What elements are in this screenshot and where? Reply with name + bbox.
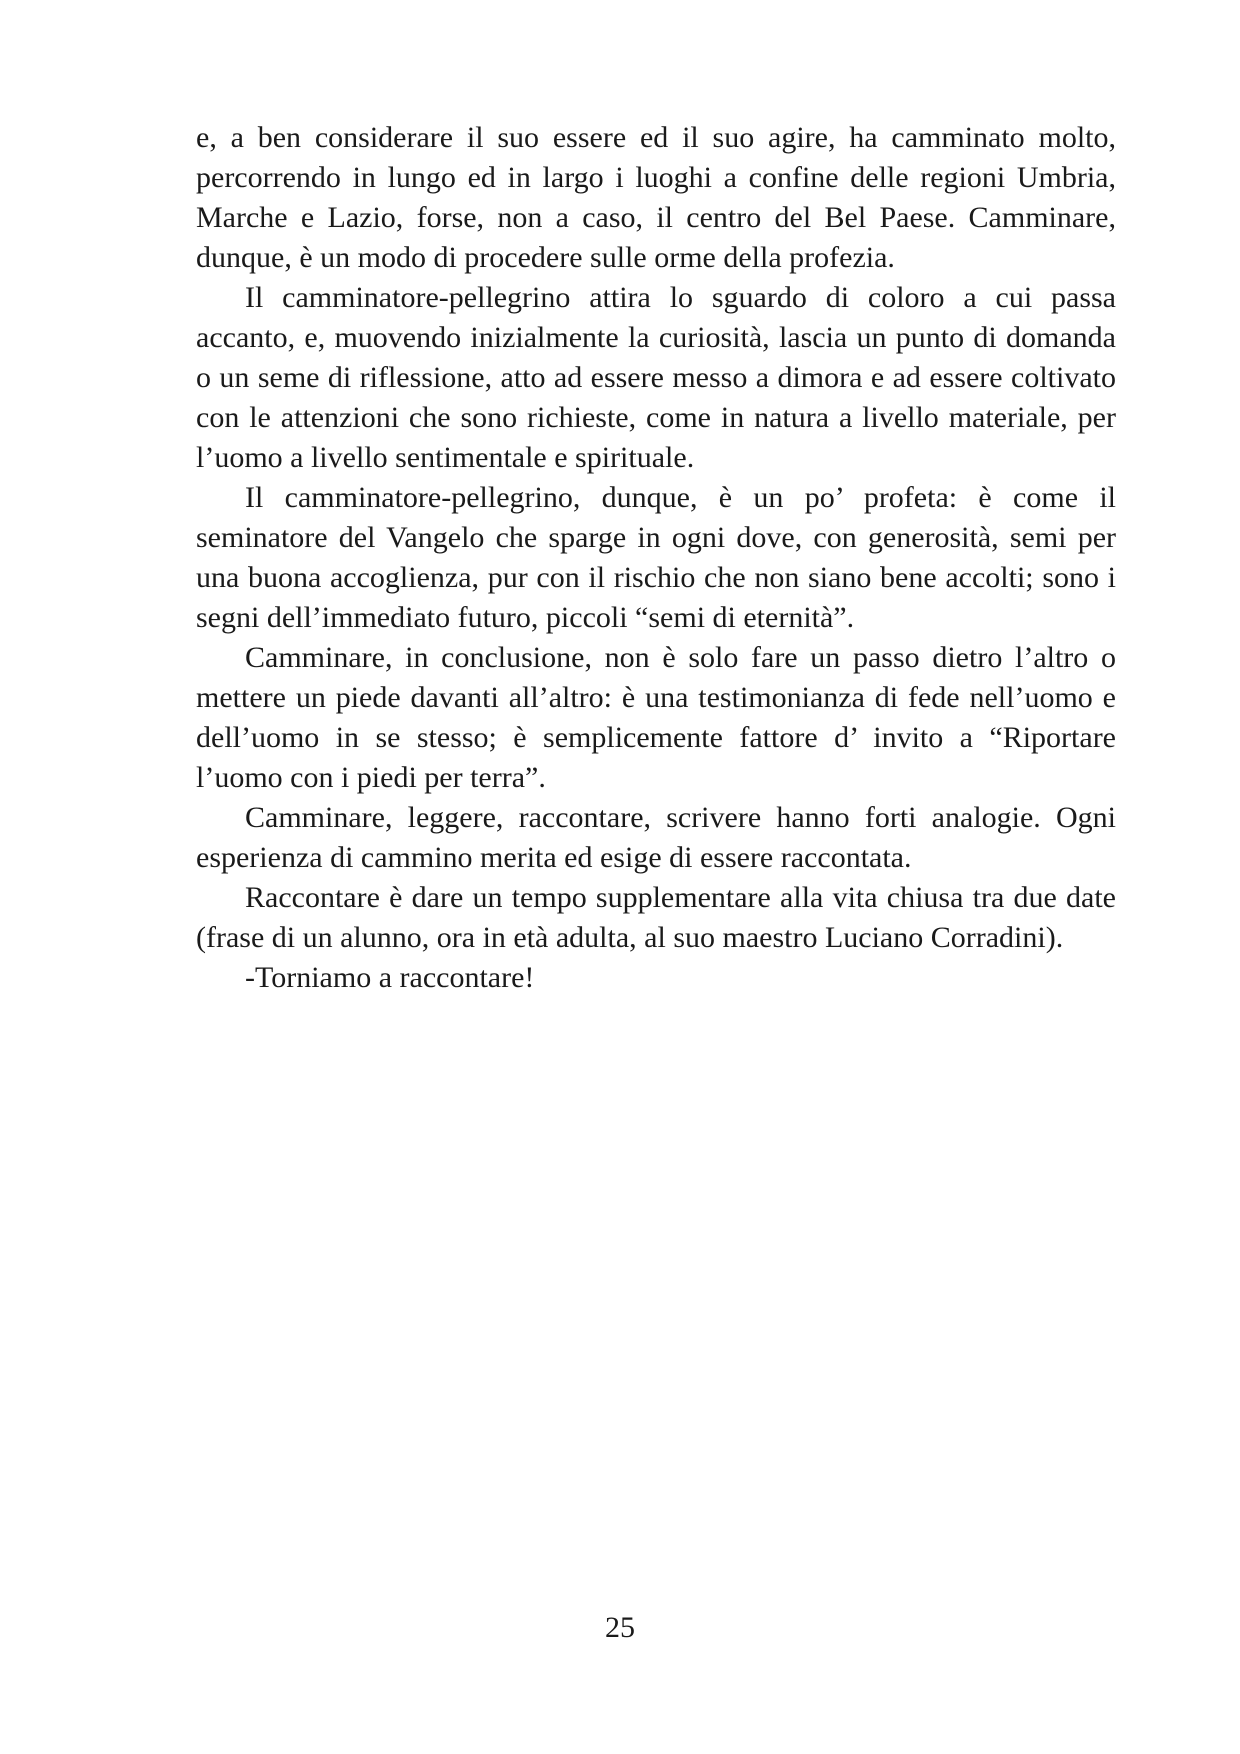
paragraph-4: Camminare, in conclusione, non è solo fare un passo dietro l’altro o mettere un piede davanti all’altro: è una testimonianza di fede nell’uomo e dell’uomo in se stesso; è semplicemente fattore d’ invito a “Riportare l’uomo con i piedi per terra”. — [196, 641, 1116, 794]
body-text — [196, 118, 1116, 998]
paragraph-1: e, a ben considerare il suo essere ed il suo agire, ha camminato molto, percorrendo in lungo ed in largo i luoghi a confine delle regioni Umbria, Marche e Lazio, forse, non a caso, il centro del Bel Paese. Camminare, dunque, è un modo di procedere sulle orme della profezia. — [196, 121, 1116, 274]
paragraph-3: Il camminatore-pellegrino, dunque, è un po’ profeta: è come il seminatore del Vangelo che sparge in ogni dove, con generosità, semi per una buona accoglienza, pur con il rischio che non siano bene accolti; sono i segni dell’immediato futuro, piccoli “semi di eternità”. — [196, 481, 1116, 634]
paragraph-2: Il camminatore-pellegrino attira lo sguardo di coloro a cui passa accanto, e, muovendo inizialmente la curiosità, lascia un punto di domanda o un seme di riflessione, atto ad essere messo a dimora e ad essere coltivato con le attenzioni che sono richieste, come in natura a livello materiale, per l’uomo a livello sentimentale e spirituale. — [196, 281, 1116, 474]
paragraph-5: Camminare, leggere, raccontare, scrivere hanno forti analogie. Ogni esperienza di cammino merita ed esige di essere raccontata. — [196, 801, 1116, 874]
page-number: 25 — [605, 1611, 635, 1644]
paragraph-6: Raccontare è dare un tempo supplementare alla vita chiusa tra due date (frase di un alunno, ora in età adulta, al suo maestro Luciano Corradini). — [196, 881, 1116, 954]
paragraph-7: -Torniamo a raccontare! — [245, 961, 535, 994]
